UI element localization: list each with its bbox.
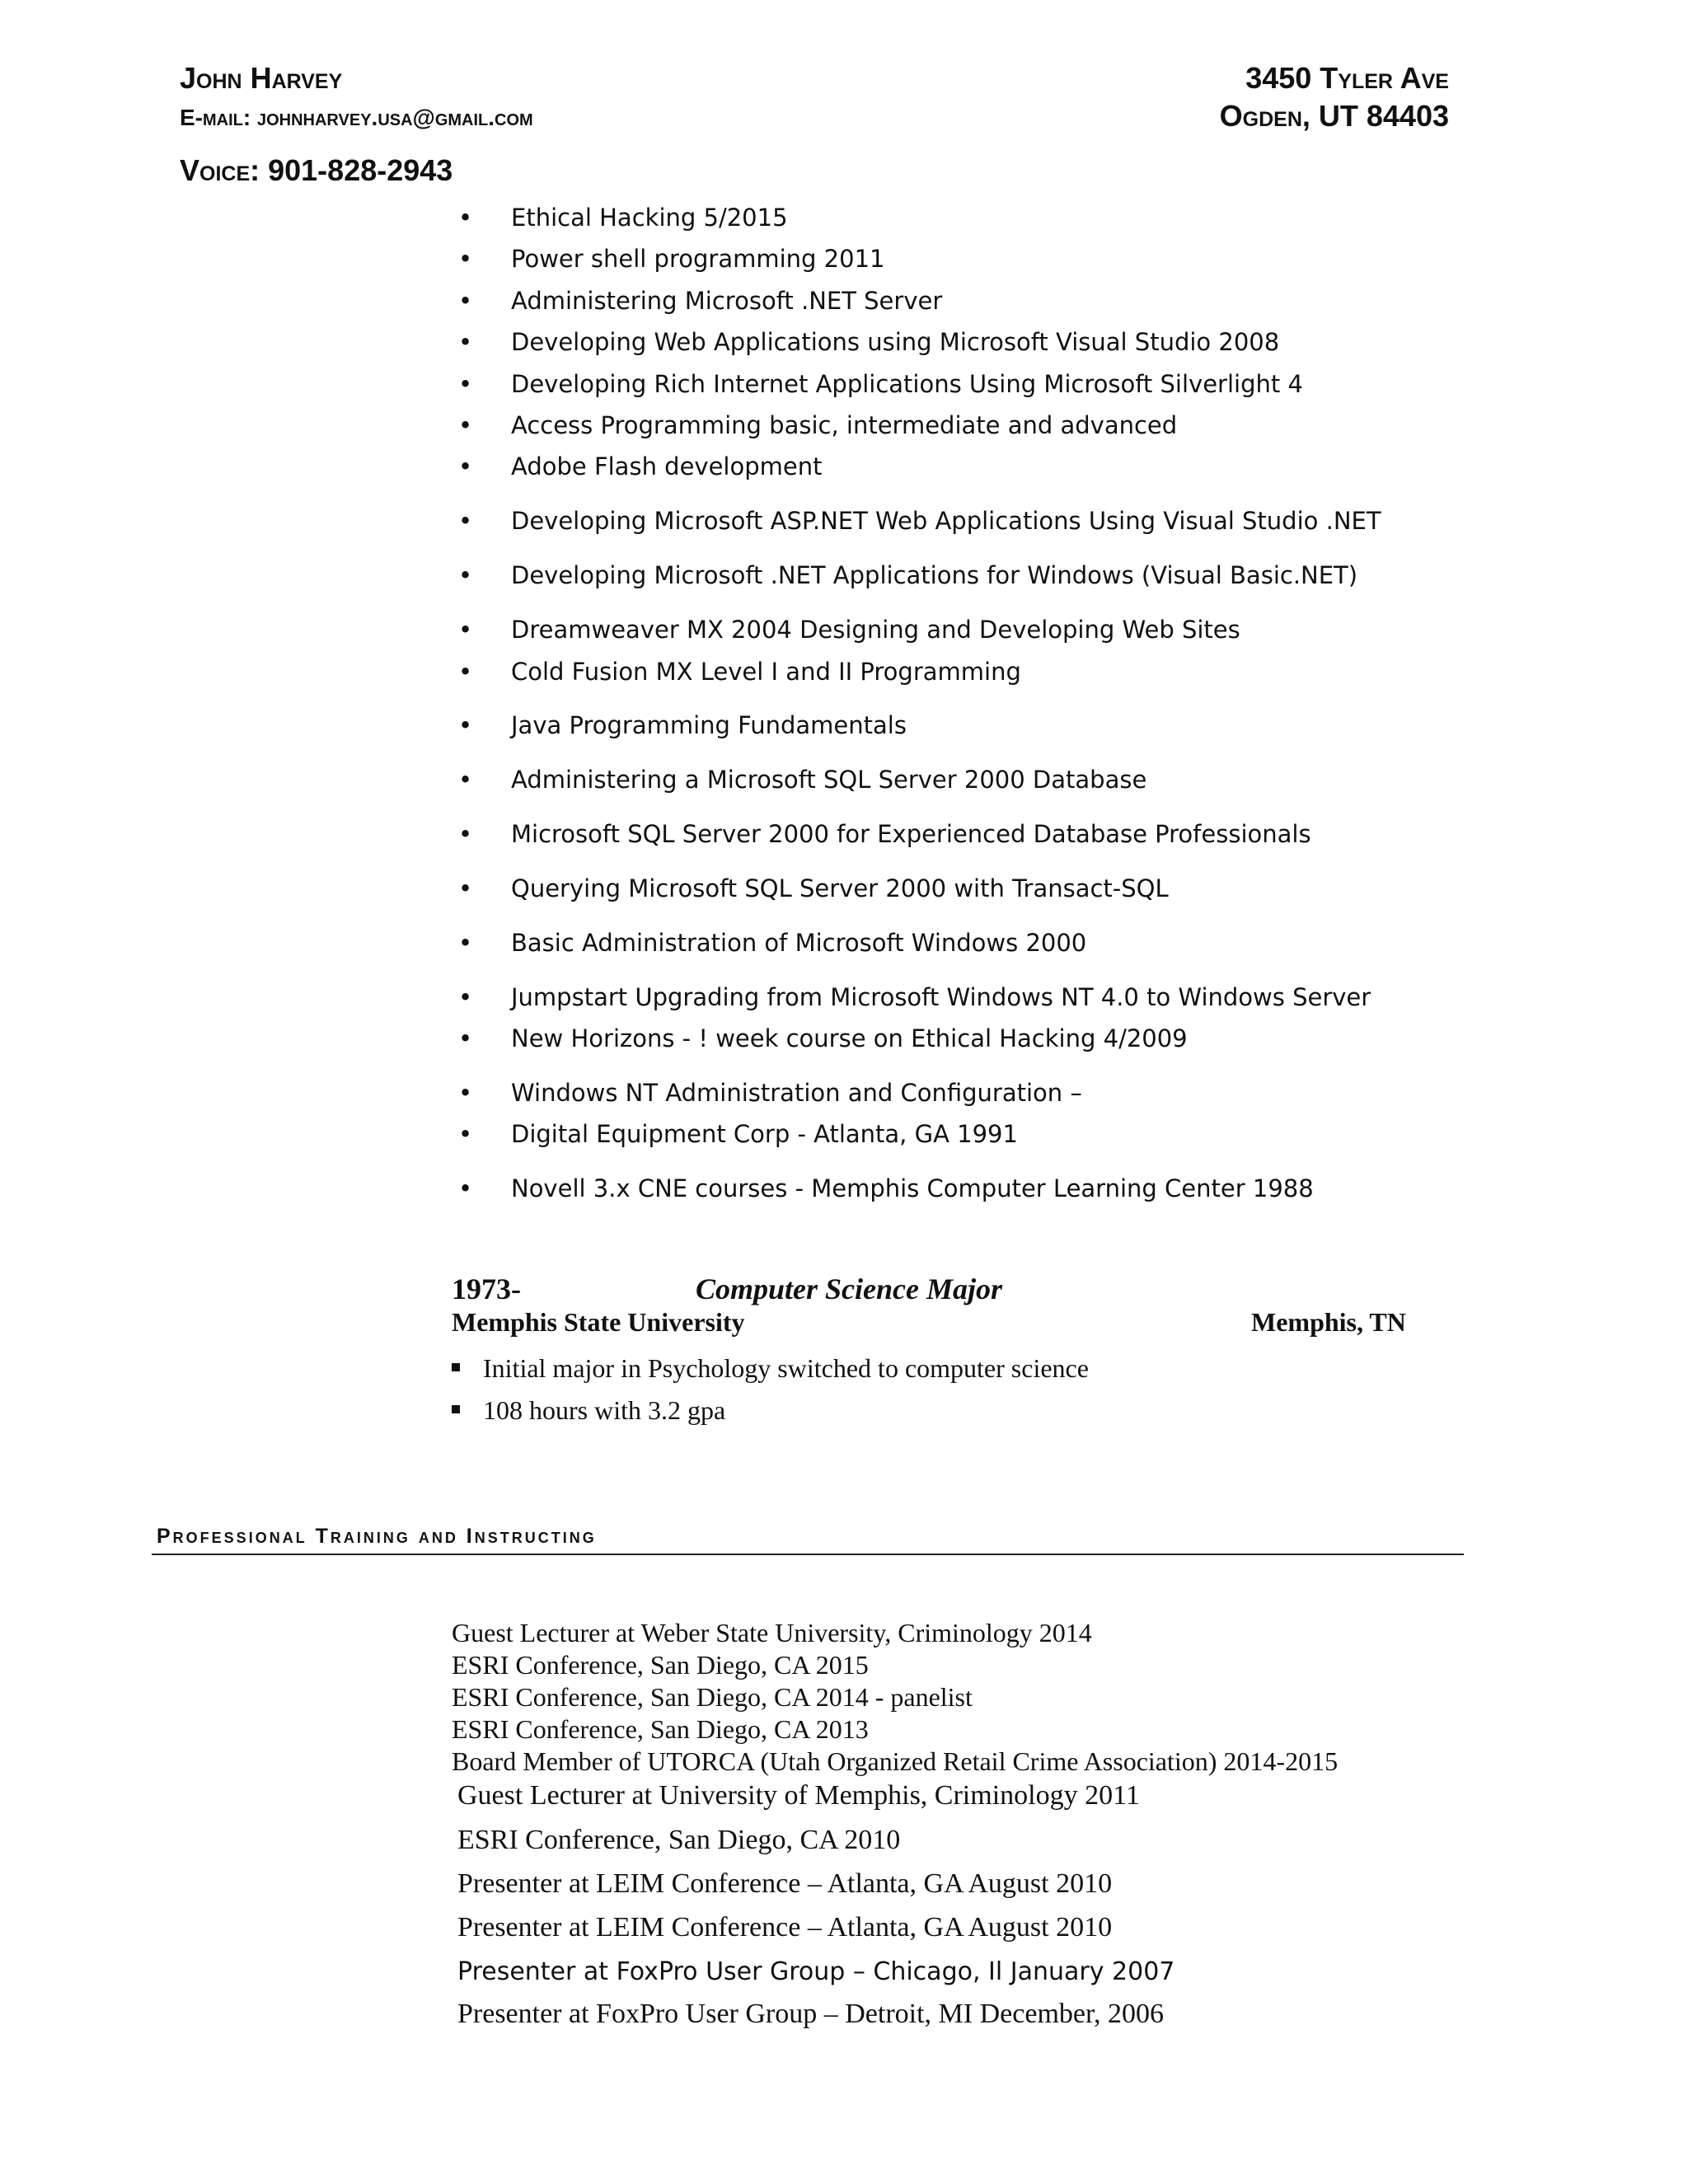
training-item: Presenter at FoxPro User Group – Chicago, Il January 2007 — [457, 1957, 1175, 1986]
name-heading: John Harvey — [180, 61, 343, 95]
training-item: Guest Lecturer at University of Memphis, Criminology 2011 — [457, 1780, 1140, 1811]
training-item: Board Member of UTORCA (Utah Organized Retail Crime Association) 2014-2015 — [452, 1746, 1339, 1776]
training-item: Presenter at LEIM Conference – Atlanta, GA August 2010 — [457, 1868, 1113, 1899]
section-divider — [152, 1554, 1464, 1555]
training-item: Presenter at LEIM Conference – Atlanta, GA August 2010 — [457, 1912, 1113, 1943]
training-item: ESRI Conference, San Diego, CA 2015 — [452, 1650, 869, 1680]
education-major: Computer Science Major — [696, 1272, 1003, 1305]
education-date: 1973- — [452, 1272, 521, 1305]
education-location: Memphis, TN — [1251, 1307, 1406, 1337]
section-title: Professional Training and Instructing — [157, 1525, 597, 1548]
training-item: Presenter at FoxPro User Group – Detroit, MI December, 2006 — [457, 1999, 1164, 2029]
training-item: ESRI Conference, San Diego, CA 2010 — [457, 1825, 901, 1855]
training-item: ESRI Conference, San Diego, CA 2013 — [452, 1714, 869, 1744]
voice-line: Voice: 901-828-2943 — [180, 153, 453, 187]
education-school: Memphis State University — [452, 1307, 745, 1337]
address-city: Ogden, UT 84403 — [1219, 99, 1449, 133]
email-line: E-mail: johnharvey.usa@gmail.com — [180, 105, 533, 130]
training-item: ESRI Conference, San Diego, CA 2014 - panelist — [452, 1682, 973, 1712]
address-street: 3450 Tyler Ave — [1245, 61, 1449, 95]
training-item: Guest Lecturer at Weber State University, Criminology 2014 — [452, 1618, 1092, 1647]
